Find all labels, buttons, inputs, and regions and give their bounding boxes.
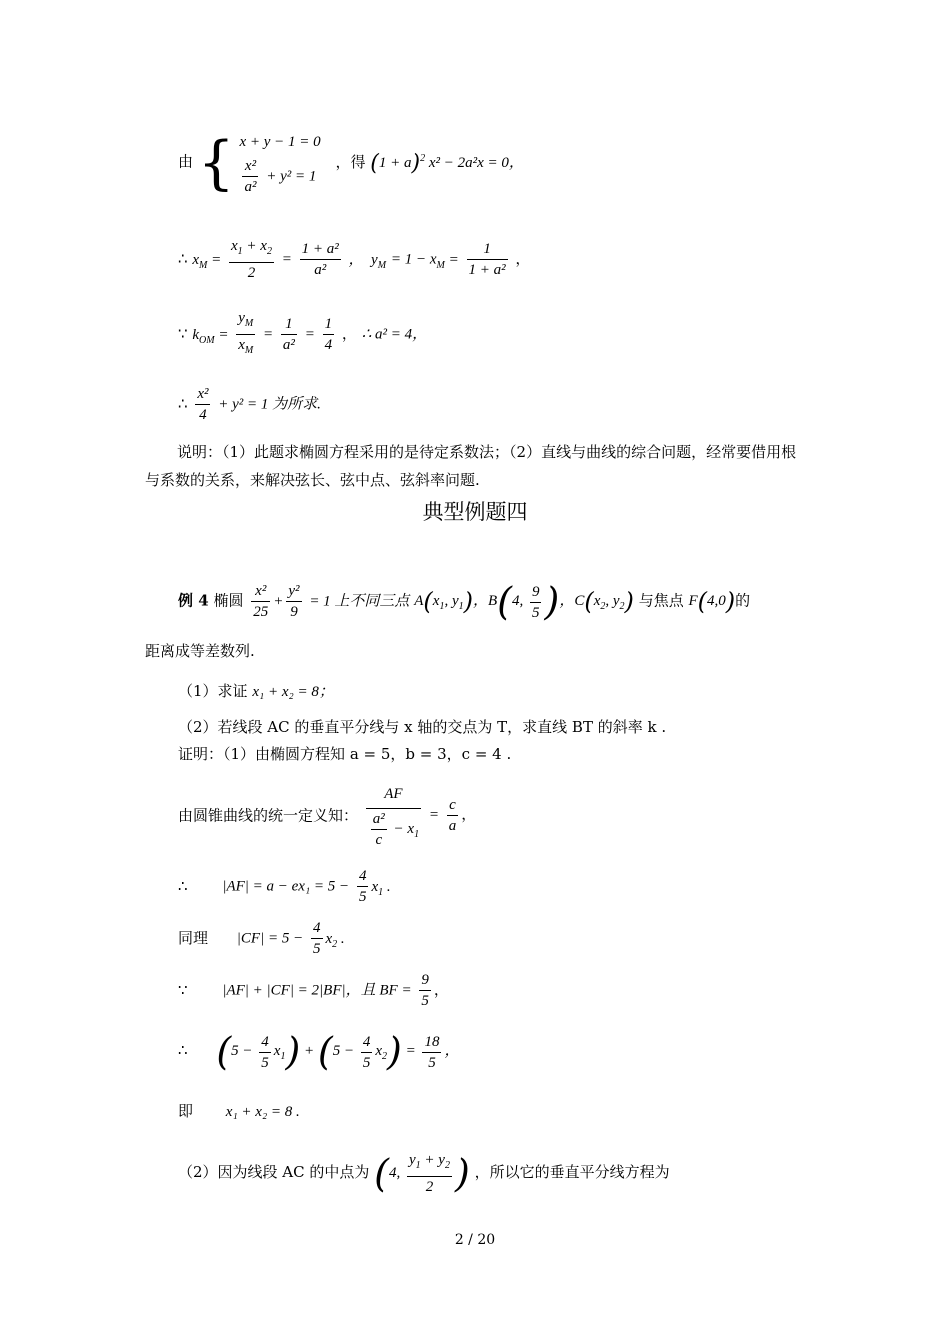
de-label: ，得 [335,152,366,171]
system-line [178,128,524,197]
page-number: 2 / 20 [454,1232,496,1248]
ym-expression: = 1 − x [390,251,437,268]
tongli-label: 同理 [178,928,209,947]
sum-expression: |AF| + |CF| = 2|BF|，且 BF = [222,982,412,999]
definition-line: 由圆锥曲线的统一定义知： AF $\frac{\text{a²}}{c}$ − $x_1$ = $\frac{c}{a}$ ， [178,780,476,850]
example4-line: 例 4 椭圆 $\frac{\text{x²}}{25}$ + $\frac{\text{y²}}{9}$ = 1 上不同三点 $A(x_1$, $y_1$)，B(4, $\frac{9}{5}$ )，$C(x_2$, $y_2$) 与焦点 F(4,0)的 [178,580,751,624]
cf-expression: |CF| = 5 − [236,930,304,947]
equation-system [239,128,320,197]
example4-line2: 距离成等差数列. [145,642,255,660]
proof1-line: 证明：（1）由椭圆方程知 a = 5，b = 3，c = 4 . [178,745,512,763]
midpoint-line: ∴ $x_M$ = $\frac{x_1 + x_2}{2}$ = $\frac{\text{1 + a²}}{\text{a²}}$ ， $y_M = 1 - x_M$ = $\frac{1}{\text{1 + a²}}$ ， [178,238,531,281]
part2-proof-lead: （2）因为线段 AC 的中点为 [178,1162,370,1181]
bracket-line: ∴ (5 − $\frac{4}{5}$ $x_1) + (5$ − $\frac{4}{5}$ $x_2$) = $\frac{18}{5}$ ， [178,1030,460,1074]
part2-proof-tail: ，所以它的垂直平分线方程为 [474,1162,670,1181]
part1-equation: x₁ + x₂ = 8； [252,684,334,700]
part1-line [178,680,334,701]
definition-lead: 由圆锥曲线的统一定义知： [178,806,359,825]
a2-equation: ∴ a² = 4， [361,326,428,343]
ji-expression: x₁ + x₂ = 8 . [225,1104,300,1120]
section-title: 典型例题四 [422,500,528,524]
focus-label: 与焦点 [638,591,684,610]
ellipse-tail: = 1 上不同三点 [309,593,410,610]
part2-line: （2）若线段 AC 的垂直平分线与 x 轴的交点为 T，求直线 BT 的斜率 k . [178,718,667,736]
remark-paragraph: 说明：（1）此题求椭圆方程采用的是待定系数法；（2）直线与曲线的综合问题，经常要借用根与系数的关系，来解决弦长、弦中点、弦斜率问题. [145,443,797,489]
af-expression: |AF| = a − ex₁ = 5 − [222,878,350,895]
you-label: 由 [178,152,194,171]
af-line: ∴ |AF| = a − ex₁ = 5 − $\frac{4}{5}$ $x_1$ . [178,868,391,905]
sum-line: ∵ |AF| + |CF| = 2|BF|，且 BF = $\frac{9}{5}$ ， [178,972,449,1009]
answer-line: ∴ $\frac{\text{x²}}{4}$ + y² = 1 为所求. [178,386,321,423]
example-label: 例 4 [178,591,209,610]
system-eq1: x + y − 1 = 0 [239,134,321,150]
because-symbol: ∵ [178,324,188,343]
ji-label: 即 [178,1102,194,1120]
answer-text: + y² = 1 为所求. [218,396,321,413]
result-equation: $(1 + a)^2$ x² − 2a²x = 0， [370,150,524,176]
part1-label: （1）求证 [178,682,248,700]
example-lead: 椭圆 [213,591,244,610]
system-eq2: $\frac{\text{x²}}{\text{a²}}$ + y² = 1 [244,158,317,195]
because-symbol-2: ∵ [178,980,188,999]
cf-line: 同理 |CF| = 5 − $\frac{4}{5}$ $x_2$ . [178,920,345,957]
therefore-symbol-2: ∴ [178,876,188,895]
therefore-symbol: ∴ [178,249,188,268]
slope-line: ∵ $k_{OM}$ = $\frac{y_M}{x_M}$ = $\frac{1}{\text{a²}}$ = $\frac{1}{4}$ ， ∴ a² = 4， [178,310,428,356]
part2-proof-line: （2）因为线段 AC 的中点为 (4, $\frac{y_1 + y_2}{2}$ ) ，所以它的垂直平分线方程为 [178,1151,670,1196]
ji-line [178,1100,300,1121]
left-brace: { [197,128,235,197]
de-suffix: 的 [735,591,751,610]
